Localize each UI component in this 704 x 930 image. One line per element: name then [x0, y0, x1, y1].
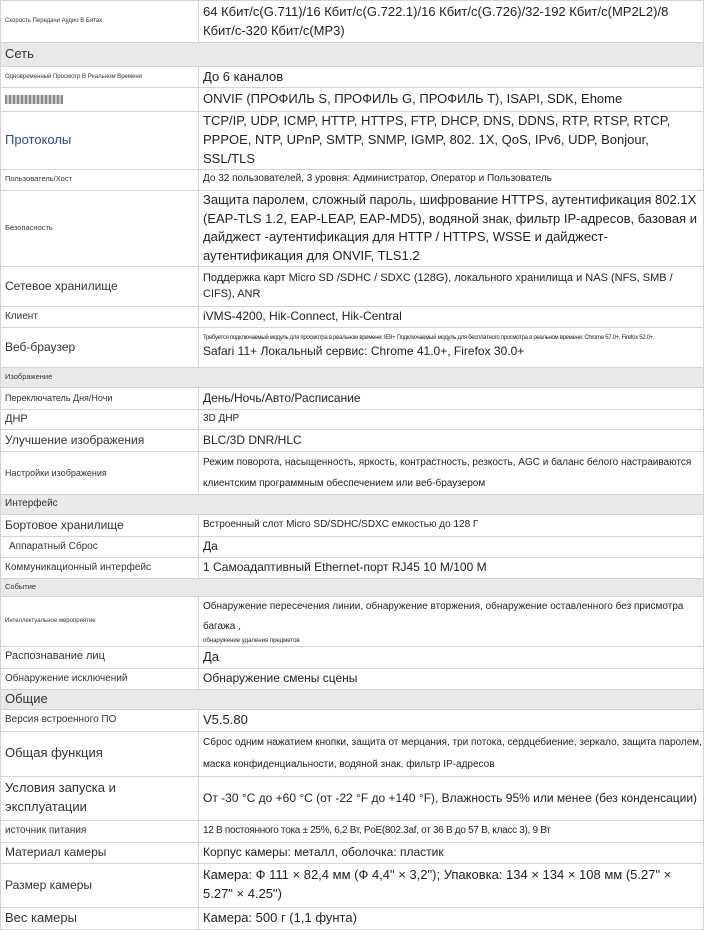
spec-value: Да	[199, 646, 704, 668]
spec-key: Протоколы	[1, 112, 199, 170]
section-title: Интерфейс	[1, 495, 704, 515]
spec-key: Безопасность	[1, 190, 199, 266]
section-header	[1, 368, 704, 388]
spec-value: 64 Кбит/с(G.711)/16 Кбит/с(G.722.1)/16 Кбит/с(G.726)/32-192 Кбит/с(MP2L2)/8 Кбит/с-320 Кбит/с(MP3)	[199, 1, 704, 43]
browser-requirements-small: Требуется подключаемый модуль для просмотра в реальном времени: IE8+ Подключаемый модуль для бесплатного просмотра в реальном времени: Chrome 57.0+, Firefox 52.0+,	[203, 335, 655, 341]
table-row	[1, 410, 704, 430]
section-header	[1, 43, 704, 67]
blurred-key-label	[5, 95, 63, 104]
spec-key: Сетевое хранилище	[1, 267, 199, 307]
section-header	[1, 689, 704, 709]
spec-key: Веб-браузер	[1, 328, 199, 368]
spec-value: Поддержка карт Micro SD /SDHC / SDXC (128G), локального хранилища и NAS (NFS, SMB / CIFS), ANR	[199, 267, 704, 307]
spec-value: Камера: Ф 111 × 82,4 мм (Ф 4,4" × 3,2"); Упаковка: 134 × 134 × 108 мм (5.27" × 5.27" × 4.25")	[199, 863, 704, 907]
table-row	[1, 452, 704, 495]
table-row	[1, 842, 704, 863]
spec-key: Распознавание лиц	[1, 646, 199, 668]
spec-value: 12 В постоянного тока ± 25%, 6,2 Вт, PoE(802.3af, от 36 В до 57 В, класс 3), 9 Вт	[199, 820, 704, 842]
table-row	[1, 907, 704, 929]
spec-key: Материал камеры	[1, 842, 199, 863]
section-title: Сеть	[1, 43, 704, 67]
table-row	[1, 776, 704, 820]
spec-value: Режим поворота, насыщенность, яркость, контрастность, резкость, AGC и баланс белого настраиваются клиентским программным обеспечением или веб-браузером	[199, 452, 704, 495]
spec-value	[199, 597, 704, 647]
table-row	[1, 190, 704, 266]
event-list: Обнаружение пересечения линии, обнаружение вторжения, обнаружение оставленного без присмотра багажа ,	[203, 601, 684, 633]
spec-value: Обнаружение смены сцены	[199, 668, 704, 689]
spec-key: Одновременный Просмотр В Реальном Времени	[1, 67, 199, 88]
spec-key: Переключатель Дня/Ночи	[1, 388, 199, 410]
spec-key: Вес камеры	[1, 907, 199, 929]
spec-key: Интеллектуальное мероприятие	[1, 597, 199, 647]
spec-key: Размер камеры	[1, 863, 199, 907]
table-row	[1, 709, 704, 731]
spec-key: ДНР	[1, 410, 199, 430]
event-list-small: обнаружение удаления предметов	[203, 638, 300, 645]
spec-value: До 6 каналов	[199, 67, 704, 88]
table-row	[1, 67, 704, 88]
spec-key: Коммуникационный интерфейс	[1, 558, 199, 579]
table-row	[1, 328, 704, 368]
spec-value: Корпус камеры: металл, оболочка: пластик	[199, 842, 704, 863]
spec-value: Сброс одним нажатием кнопки, защита от мерцания, три потока, сердцебиение, зеркало, защита паролем, маска конфиденциальности, водяной знак, фильтр IP-адресов	[199, 731, 704, 776]
section-title: Общие	[1, 689, 704, 709]
spec-key: Бортовое хранилище	[1, 515, 199, 537]
table-row	[1, 88, 704, 112]
spec-value: Да	[199, 537, 704, 558]
table-row	[1, 863, 704, 907]
spec-value: TCP/IP, UDP, ICMP, HTTP, HTTPS, FTP, DHCP, DNS, DDNS, RTP, RTSP, RTCP, PPPOE, NTP, UPnP, SMTP, SNMP, IGMP, 802. 1X, QoS, IPv6, UDP, Bonjour, SSL/TLS	[199, 112, 704, 170]
table-row	[1, 388, 704, 410]
spec-key: Версия встроенного ПО	[1, 709, 199, 731]
spec-value: 3D ДНР	[199, 410, 704, 430]
table-row	[1, 646, 704, 668]
table-row	[1, 537, 704, 558]
spec-key: Клиент	[1, 307, 199, 328]
table-row	[1, 558, 704, 579]
spec-key: Улучшение изображения	[1, 430, 199, 452]
section-title: Изображение	[1, 368, 704, 388]
spec-value	[199, 328, 704, 368]
table-row	[1, 267, 704, 307]
spec-value: V5.5.80	[199, 709, 704, 731]
section-header	[1, 579, 704, 597]
spec-value: BLC/3D DNR/HLC	[199, 430, 704, 452]
table-row	[1, 307, 704, 328]
spec-value: iVMS-4200, Hik-Connect, Hik-Central	[199, 307, 704, 328]
spec-key: Общая функция	[1, 731, 199, 776]
table-row	[1, 1, 704, 43]
spec-key: Пользователь/Хост	[1, 169, 199, 190]
table-row	[1, 112, 704, 170]
spec-key: Аппаратный Сброс	[1, 537, 199, 558]
spec-value: От -30 °C до +60 °C (от -22 °F до +140 °F), Влажность 95% или менее (без конденсации)	[199, 776, 704, 820]
browser-requirements: Safari 11+ Локальный сервис: Chrome 41.0+, Firefox 30.0+	[203, 343, 525, 358]
spec-value: Встроенный слот Micro SD/SDHC/SDXC емкостью до 128 Г	[199, 515, 704, 537]
spec-value: ONVIF (ПРОФИЛЬ S, ПРОФИЛЬ G, ПРОФИЛЬ T), ISAPI, SDK, Ehome	[199, 88, 704, 112]
spec-key: Скорость Передачи Аудио В Битах	[1, 1, 199, 43]
spec-value: До 32 пользователей, 3 уровня: Администратор, Оператор и Пользователь	[199, 169, 704, 190]
table-row	[1, 668, 704, 689]
spec-value: Камера: 500 г (1,1 фунта)	[199, 907, 704, 929]
spec-value: Защита паролем, сложный пароль, шифрование HTTPS, аутентификация 802.1X (EAP-TLS 1.2, EAP-LEAP, EAP-MD5), водяной знак, фильтр IP-адресов, базовая и дайджест -аутентификация для HTTP / HTTPS, WSSE и дайджест-аутентификация для ONVIF, TLS1.2	[199, 190, 704, 266]
spec-key: Условия запуска и эксплуатации	[1, 776, 199, 820]
table-row	[1, 597, 704, 647]
spec-key: источник питания	[1, 820, 199, 842]
spec-key	[1, 88, 199, 112]
section-title: Событие	[1, 579, 704, 597]
spec-value: 1 Самоадаптивный Ethernet-порт RJ45 10 М/100 М	[199, 558, 704, 579]
table-row	[1, 169, 704, 190]
table-row	[1, 515, 704, 537]
section-header	[1, 495, 704, 515]
table-row	[1, 731, 704, 776]
spec-key: Настройки изображения	[1, 452, 199, 495]
table-row	[1, 430, 704, 452]
spec-value: День/Ночь/Авто/Расписание	[199, 388, 704, 410]
table-row	[1, 820, 704, 842]
spec-key: Обнаружение исключений	[1, 668, 199, 689]
